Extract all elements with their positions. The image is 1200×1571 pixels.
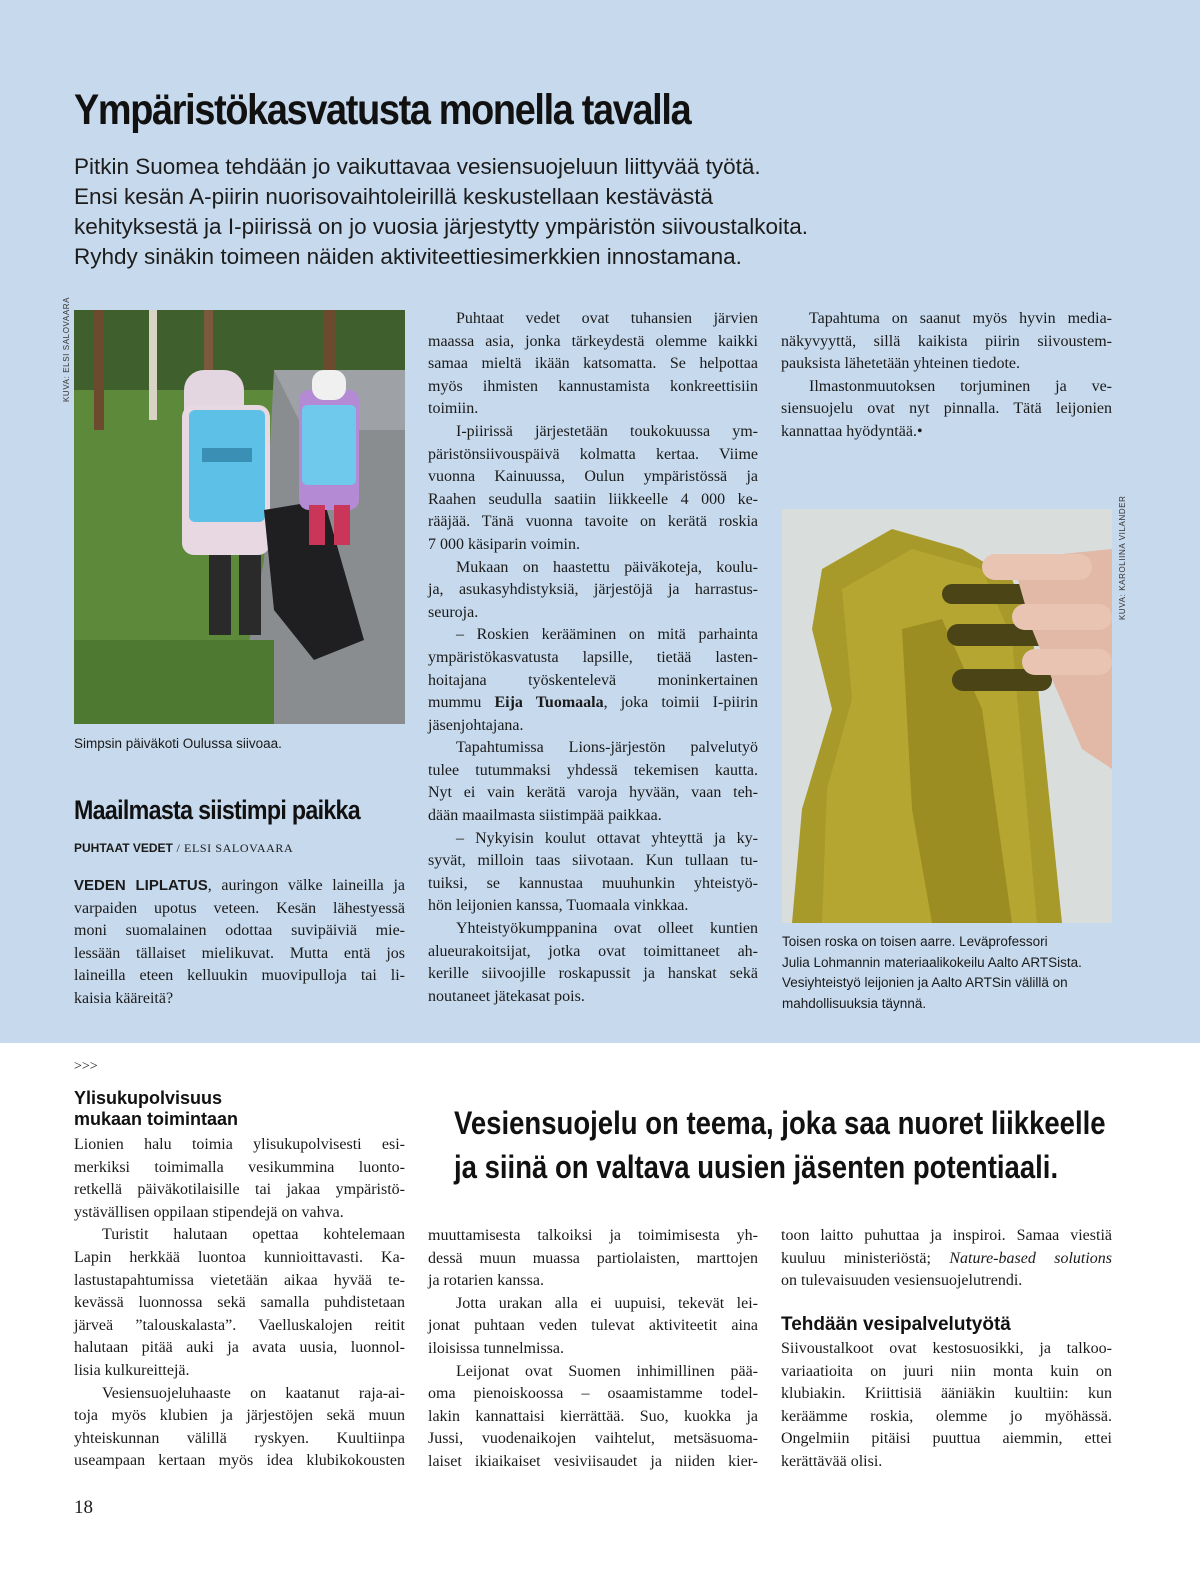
body-line: syvät, milloin taas siivotaan. Kun tullaan tu-: [428, 852, 758, 870]
section1-body: [74, 875, 405, 1011]
body-line: yhteiskunnan välillä ryskyen. Kuultiinpa: [74, 1429, 405, 1447]
body-line: on tulevaisuuden vesiensuojelutrendi.: [781, 1272, 1023, 1290]
photo-credit: KUVA: KAROLIINA VILANDER: [1118, 495, 1127, 620]
children-cleanup-photo: [74, 310, 405, 724]
body-line: kannattaa hyödyntää.•: [781, 422, 923, 440]
body-line: lastustapahtumissa vietetään aikaa hyvää te-: [74, 1271, 405, 1289]
lead-line: Ryhdy sinäkin toimeen näiden aktiviteettiesimerkkien innostamana.: [74, 244, 742, 269]
lower-column-3b: [781, 1338, 1112, 1474]
body-line: , joka toimii I-piirin: [603, 694, 759, 712]
article-lead: [74, 152, 834, 272]
body-line: siensuojelu ovat nyt pinnalla. Tätä leijonien: [781, 400, 1112, 418]
body-line: lakin kannattaisi kierrättää. Suo, kuokka ja: [428, 1407, 758, 1425]
lower-section-heading: [74, 1088, 238, 1130]
body-line: variaatioita on juuri niin monta kuin on: [781, 1362, 1112, 1380]
caption-line: Simpsin päiväkoti Oulussa siivoaa.: [74, 736, 282, 751]
body-line: Jotta urakan alla ei uupuisi, tekevät lei-: [456, 1294, 758, 1312]
body-line: Yhteistyökumppanina ovat olleet kuntien: [456, 920, 758, 938]
body-line: toimiin.: [428, 400, 479, 418]
person-name: Eija Tuomaala: [494, 694, 604, 712]
lead-line: Pitkin Suomea tehdään jo vaikuttavaa vesiensuojeluun liittyvää työtä.: [74, 154, 761, 179]
photo-credit: KUVA: ELSI SALOVAARA: [62, 296, 71, 402]
body-line: varpaiden upotus veteen. Kesän lähestyessä: [74, 899, 405, 917]
body-line: toon laitto puhuttaa ja inspiroi. Samaa viestiä: [781, 1227, 1112, 1244]
body-line: retkellä päiväkotilaisille tai jakaa ympäristö-: [74, 1181, 405, 1199]
body-line: ympäristökasvatusta lapsille, tietää lasten-: [428, 648, 758, 666]
body-line: kaisia kääreitä?: [74, 989, 174, 1007]
body-line: rääjää. Tänä vuonna tavoite on kerätä roskia: [428, 513, 758, 531]
body-line: ja rotarien kanssa.: [428, 1272, 544, 1290]
body-line: Vesiensuojeluhaaste on kaatanut raja-ai-: [102, 1384, 405, 1402]
body-line: laiset ikiaikaiset vesiviisaudet ja niiden kier-: [428, 1452, 758, 1470]
body-line: kuuluu ministeriöstä;: [781, 1249, 950, 1267]
body-line: jonat puhtaan veden tulevat aktiviteetit aina: [428, 1317, 758, 1335]
byline: [74, 841, 293, 856]
caption-line: Julia Lohmannin materiaalikokeilu Aalto ARTSista.: [782, 954, 1082, 970]
body-line: merkiksi toimimalla vesikummina luonto-: [74, 1158, 405, 1176]
body-line: ystävällisen oppilaan stipendejä on vahva.: [74, 1203, 344, 1221]
italic-phrase: Nature-based solutions: [949, 1249, 1113, 1267]
body-line: I-piirissä järjestetään toukokuussa ym-: [456, 422, 758, 440]
body-line: klubiakin. Kriittisiä ääniäkin kuultiin: kun: [781, 1385, 1112, 1403]
body-line: halutaan pitää auki ja avata uusia, luonnol-: [74, 1339, 405, 1357]
caption-line: Vesiyhteistyö leijonien ja Aalto ARTSin välillä on: [782, 975, 1068, 990]
body-line: kevässä luonnossa sekä samalla puhdistetaan: [74, 1294, 405, 1312]
body-line: keräämme roskia, olemme jo myöhässä.: [781, 1407, 1112, 1425]
seaweed-material-photo: [782, 509, 1112, 923]
body-line: hön leijonien kanssa, Tuomaala vinkkaa.: [428, 897, 689, 915]
body-line: Jussi, vuodenaikojen vaihtelut, metsäsuoma-: [428, 1430, 758, 1448]
body-line: Raahen seudulla saatiin liikkeelle 4 000 ke-: [428, 490, 758, 508]
body-line: – Nykyisin koulut ottavat yhteyttä ja ky-: [456, 829, 758, 847]
body-line: laineilla eteen kelluukin muovipulloja tai li-: [74, 967, 405, 985]
body-line: näkyvyyttä, sillä kaikista piirin siivoustem-: [781, 332, 1112, 350]
body-line: tuiksi, se kannustaa muuhunkin yhteistyö-: [428, 874, 758, 892]
body-line: muuttamisesta talkoiksi ja toimimisesta yh-: [428, 1227, 758, 1244]
body-line: jäsenjohtajana.: [428, 716, 524, 734]
body-line: Puhtaat vedet ovat tuhansien järvien: [456, 310, 758, 327]
body-line: myös ihmisten kannustamista konkreettisiin: [428, 377, 758, 395]
lead-word: VEDEN LIPLATUS: [74, 877, 208, 894]
body-line: Tapahtumissa Lions-järjestön palvelutyö: [456, 739, 758, 757]
byline-kicker: PUHTAAT VEDET: [74, 841, 173, 855]
body-line: moni suomalainen odottaa suvipäiviä mie-: [74, 922, 405, 940]
body-line: Nyt ei vain kerätä varoja hyvään, vaan teh-: [428, 784, 758, 802]
body-line: Ilmastonmuutoksen torjuminen ja ve-: [809, 377, 1112, 395]
body-line: Siivoustalkoot ovat kestosuosikki, ja talkoo-: [781, 1340, 1112, 1357]
byline-separator: /: [176, 841, 181, 855]
body-line: lisia kulkureittejä.: [74, 1361, 190, 1379]
byline-author: ELSI SALOVAARA: [184, 841, 294, 855]
body-line: Ongelmiin pitäisi puuttua aiemmin, ettei: [781, 1430, 1112, 1448]
article-title: Ympäristökasvatusta monella tavalla: [74, 86, 691, 134]
lower-column-1: [74, 1134, 405, 1473]
body-line: vuonna Kainuussa, Oulun ympäristössä ja: [428, 468, 758, 486]
pull-quote: [454, 1101, 1106, 1189]
body-line: päristönsiivouspäivä kolmatta kertaa. Viime: [428, 445, 758, 463]
column-3-body: [781, 308, 1112, 444]
body-line: iloisissa tunnelmissa.: [428, 1339, 564, 1357]
caption-line: mahdollisuuksia täynnä.: [782, 995, 927, 1011]
body-line: noutaneet jätekasat pois.: [428, 987, 585, 1005]
body-line: – Roskien kerääminen on mitä parhainta: [456, 626, 758, 644]
heading-line: Ylisukupolvisuus: [74, 1088, 223, 1108]
continuation-marker: >>>: [74, 1059, 98, 1074]
body-line: dessä muun muassa partiolaisten, marttojen: [428, 1249, 758, 1267]
body-line: hoitajana työskentelevä moninkertainen: [428, 671, 758, 689]
photo-caption: [74, 734, 282, 755]
body-line: , auringon välke laineilla ja: [207, 877, 405, 894]
body-line: kerättävää olisi.: [781, 1452, 883, 1470]
lower-column-2: [428, 1225, 758, 1474]
column-2-body: [428, 308, 758, 1008]
body-line: järveä ”talouskalasta”. Vaelluskalojen reitit: [74, 1316, 405, 1334]
lead-line: Ensi kesän A-piirin nuorisovaihtoleirillä keskustellaan kestävästä: [74, 184, 714, 209]
lower-column-3: [781, 1225, 1112, 1293]
quote-line: Vesiensuojelu on teema, joka saa nuoret liikkeelle: [454, 1105, 1106, 1141]
body-line: Tapahtuma on saanut myös hyvin media-: [809, 310, 1112, 327]
body-line: Turistit halutaan opettaa kohtelemaan: [102, 1226, 405, 1244]
body-line: Lionien halu toimia ylisukupolvisesti esi-: [74, 1136, 405, 1153]
body-line: mummu: [428, 694, 495, 712]
quote-line: ja siinä on valtava uusien jäsenten potentiaali.: [454, 1149, 1059, 1185]
body-line: pauksista lähetetään yhteinen tiedote.: [781, 355, 1021, 373]
body-line: alueurakoitsijat, jotka ovat toimittaneet ah-: [428, 942, 758, 960]
body-line: samaa mieltä ikään katsomatta. Se helpottaa: [428, 355, 758, 373]
body-line: ja, asukasyhdistyksiä, järjestöjä ja harrastus-: [428, 581, 758, 599]
body-line: Mukaan on haastettu päiväkoteja, koulu-: [456, 558, 758, 576]
body-line: tulee tutummaksi yhdessä tekemisen kautta.: [428, 761, 758, 779]
page-number: 18: [74, 1497, 93, 1518]
caption-line: Toisen roska on toisen aarre. Leväprofessori: [782, 934, 1048, 949]
body-line: lessään tällaiset mielikuvat. Mutta entä jos: [74, 944, 405, 962]
body-line: useampaan kertaan myös idea klubikokousten: [74, 1452, 405, 1470]
body-line: dään maailmasta siistimpää paikkaa.: [428, 807, 662, 825]
body-line: toja myös klubien ja järjestöjen sekä muun: [74, 1407, 405, 1425]
body-line: kerille siivoojille roskapussit ja hanskat sekä: [428, 965, 758, 983]
body-line: 7 000 käsiparin voimin.: [428, 535, 580, 553]
lead-line: kehityksestä ja I-piirissä on jo vuosia järjestytty ympäristön siivoustalkoita.: [74, 214, 809, 239]
body-line: maassa asia, jonka tärkeydestä olemme kaikki: [428, 332, 758, 350]
body-line: oma pienoiskoossa – osaamistamme todel-: [428, 1385, 758, 1403]
body-line: seuroja.: [428, 603, 479, 621]
lower-subheading: Tehdään vesipalvelutyötä: [781, 1314, 1011, 1335]
photo-caption: [782, 932, 1082, 1014]
heading-line: mukaan toimintaan: [74, 1109, 239, 1129]
body-line: Leijonat ovat Suomen inhimillinen pää-: [456, 1362, 758, 1380]
body-line: Lapin herkkää luontoa kunnioittavasti. Ka-: [74, 1248, 405, 1266]
section-heading: Maailmasta siistimpi paikka: [74, 795, 361, 825]
